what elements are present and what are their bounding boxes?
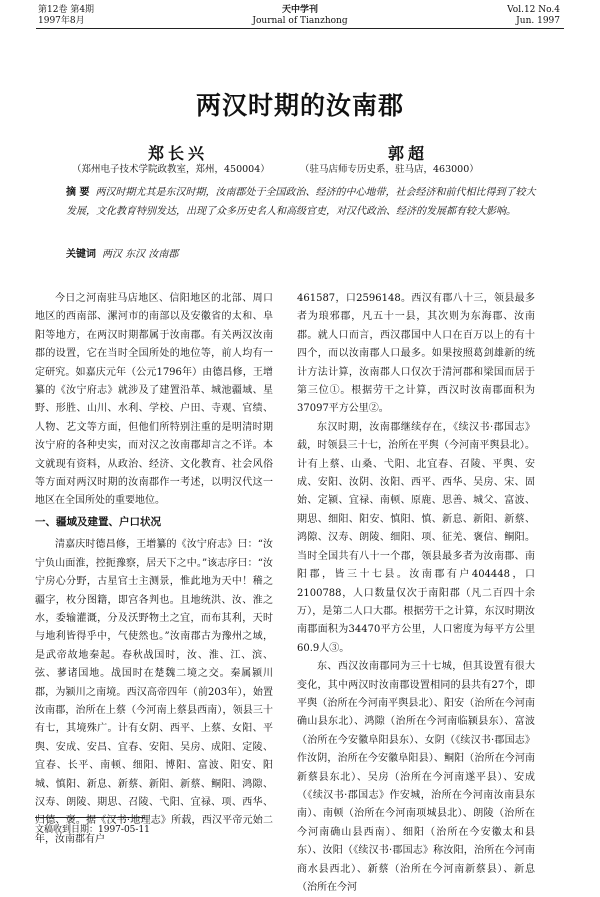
footnote-rule bbox=[35, 817, 145, 818]
author-name-2: 郭超 bbox=[388, 144, 429, 163]
keywords-label: 关键词 bbox=[66, 249, 96, 260]
header-volume-cn: 第12卷 第4期 bbox=[38, 5, 95, 15]
body-paragraph: 东汉时期，汝南郡继续存在，《续汉书·郡国志》载，时领县三十七，治所在平舆（今河南平舆县北）。计有上蔡、山桑、弋阳、北宜春、召陵、平舆、安成、安阳、汝阴、汝阳、西平、西华、吴房、宋、固始、定颍、宜禄、南顿、原鹿、思善、城父、富波、期思、细阳、阳安、慎阳、慎、新息、新阳、新蔡、鸿隙、汉寿、朗陵、细阳、项、征羌、褒信、鲖阳。当时全国共有八十一个郡，领县最多者为汝南郡、南阳郡，皆三十七县。汝南郡有户404448，口2100788，人口数量仅次于南阳郡（凡二百四十余万），是第二人口大郡。根据劳干之计算，东汉时期汝南郡面积为34470平方公里，人口密度为每平方公里60.9人③。 bbox=[297, 421, 535, 654]
body-column-left bbox=[35, 290, 273, 849]
header-date-cn: 1997年8月 bbox=[38, 16, 85, 26]
abstract-text: 两汉时期尤其是东汉时期，汝南郡处于全国政治、经济的中心地带，社会经济和前代相比得到了较大发展，文化教育特别发达，出现了众多历史名人和高级官吏，对汉代政治、经济的发展都有较大影响。 bbox=[66, 187, 536, 217]
header-journal-en: Journal of Tianzhong bbox=[252, 16, 348, 26]
body-paragraph: 东、西汉汝南郡同为三十七城，但其设置有很大变化，其中两汉时汝南郡设置相同的县共有27个，即平舆（治所在今河南平舆县北）、阳安（治所在今河南确山县东北）、鸿隙（治所在今河南临颍县东）、富波（治所在今安徽阜阳县东）、女阴（《续汉书·郡国志》作汝阴，治所在今安徽阜阳县）、鲖阳（治所在今河南新蔡县东北）、吴房（治所在今河南遂平县）、安成（《续汉书·郡国志》作安城，治所在今河南汝南县东南）、南顿（治所在今河南项城县北）、朗陵（治所在今河南确山县西南）、细阳（治所在今安徽太和县东）、汝阳（《续汉书·郡国志》称汝阳，治所在今河南商水县西北）、新蔡（治所在今河南新蔡县）、新息（治所在今河 bbox=[297, 661, 535, 893]
page-title: 两汉时期的汝南郡 bbox=[195, 91, 404, 120]
section-heading: 一、疆域及建置、户口状况 bbox=[35, 515, 161, 528]
author-affiliation-2: （驻马店师专历史系，驻马店，463000） bbox=[300, 164, 479, 175]
abstract-label: 摘 要 bbox=[66, 187, 90, 198]
body-paragraph: 今日之河南驻马店地区、信阳地区的北部、周口地区的西南部、漯河市的南部以及安徽省的太和、阜阳等地方，在两汉时期都属于汝南郡。有关两汉汝南郡的设置，它在当时全国所处的地位等，前人均有一定研究。如嘉庆元年（公元1796年）由德昌修，王增纂的《汝宁府志》就涉及了建置沿革、城池疆域、星野、形胜、山川、水利、学校、户田、寺观、官绩、人物、艺文等方面，但他们所特别注重的是明清时期汝宁府的各种史实，而对汉之汝南郡却言之不详。本文就现有资料，从政治、经济、文化教育、社会风俗等方面对两汉时期的汝南郡作一考述，以明汉代这一地区在全国所处的重要地位。 bbox=[35, 293, 273, 507]
body-column-right bbox=[297, 290, 535, 897]
keywords bbox=[66, 245, 536, 260]
author-name-1: 郑长兴 bbox=[148, 144, 209, 163]
header-rule bbox=[36, 28, 564, 29]
header-vol-en: Vol.12 No.4 bbox=[507, 5, 560, 15]
body-paragraph: 清嘉庆时德昌修，王增纂的《汝宁府志》曰：“汝宁负山面淮，控扼豫察，居天下之中。”该志序曰：“汝宁房心分野，古星官士主测景，惟此地为天中！稽之疆字，枚分图籍，即宫各判也。且地统洪、汝、淮之水，委输灌溉，分及沃野物土之宜，而布其利，天时与地利皆得乎中，气使然也。”汝南郡古为豫州之域，是武帝故地秦起。春秋战国时，汝、淮、江、滨、弦、蓼诸国地。战国时在楚魏二境之交。秦属颍川郡，为颍川之南境。西汉高帝四年（前203年），始置汝南郡，治所在上蔡（今河南上蔡县西南），领县三十有七，其境殊广。计有女阴、西平、上蔡、女阳、平舆、安成、安昌、宜春、安阳、吴房、成阳、定陵、宜春、长平、南顿、细阳、博阳、富波、阳安、阳城、慎阳、新息、新蔡、新阳、新蔡、鲖阳、鸿隙、汉寿、朗陵、期思、召陵、弋阳、宜禄、项、西华、归德、褒。据《汉书·地理志》所载，西汉平帝元始二年，汝南郡有户 bbox=[35, 539, 273, 845]
keywords-text: 两汉 东汉 汝南郡 bbox=[102, 249, 179, 260]
abstract bbox=[66, 183, 536, 221]
body-paragraph: 461587，口2596148。西汉有郡八十三，领县最多者为琅邪郡，凡五十一县，其次则为东海郡、汝南郡。就人口而言，西汉郡国中人口在百万以上的有十四个，而以汝南郡人口最多。如果按照葛剑雄新的统计方法计算，汝南郡人口仅次于清河郡和梁国而居于第三位①。根据劳干之计算，西汉时汝南郡面积为37097平方公里②。 bbox=[297, 293, 535, 415]
footnote: 文稿收到日期：1997-05-11 bbox=[35, 825, 150, 835]
author-affiliation-1: （郑州电子技术学院政教室，郑州，450004） bbox=[72, 164, 270, 175]
header-journal-cn: 天中学刊 bbox=[281, 5, 318, 15]
header-volume-en bbox=[507, 5, 560, 27]
header-date-en: Jun. 1997 bbox=[516, 16, 560, 26]
